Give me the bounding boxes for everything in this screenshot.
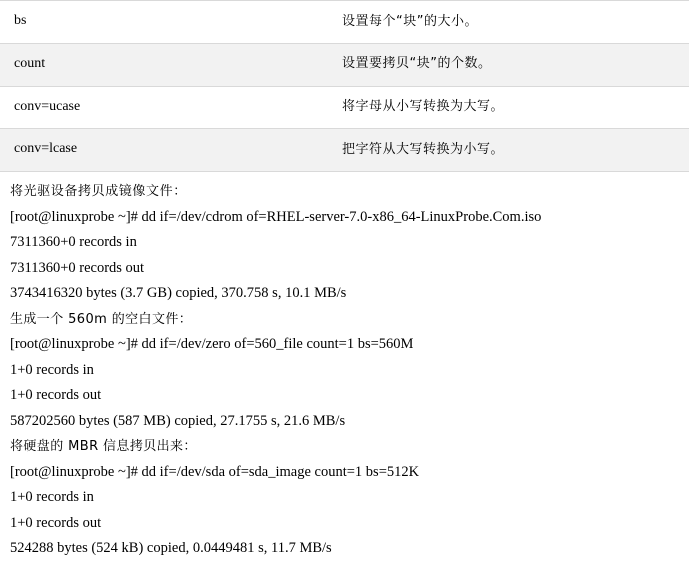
output-line: 1+0 records in [10, 489, 94, 506]
output-line: 7311360+0 records out [10, 259, 145, 276]
param-name-cell: conv=lcase [0, 129, 328, 172]
table-row [0, 1, 689, 44]
table-row [0, 86, 689, 129]
output-line: 3743416320 bytes (3.7 GB) copied, 370.758 s, 10.1 MB/s [10, 285, 347, 302]
output-line: 524288 bytes (524 kB) copied, 0.0449481 s, 11.7 MB/s [10, 540, 332, 557]
command-line: [root@linuxprobe ~]# dd if=/dev/cdrom of=RHEL-server-7.0-x86_64-LinuxProbe.Com.iso [10, 208, 542, 225]
output-line: 7311360+0 records in [10, 234, 137, 251]
param-desc-cell: 设置每个“块”的大小。 [328, 1, 689, 44]
output-line: 1+0 records out [10, 514, 102, 531]
output-line: 1+0 records in [10, 361, 94, 378]
output-line: 1+0 records out [10, 387, 102, 404]
section-heading: 生成一个 560m 的空白文件： [10, 311, 193, 327]
output-line: 587202560 bytes (587 MB) copied, 27.1755 s, 21.6 MB/s [10, 412, 346, 429]
section-heading: 将硬盘的 MBR 信息拷贝出来： [10, 439, 197, 455]
param-desc-cell: 将字母从小写转换为大写。 [328, 86, 689, 129]
command-line: [root@linuxprobe ~]# dd if=/dev/zero of=560_file count=1 bs=560M [10, 336, 414, 353]
param-name-cell: conv=ucase [0, 86, 328, 129]
command-line: [root@linuxprobe ~]# dd if=/dev/sda of=sda_image count=1 bs=512K [10, 463, 420, 480]
console-transcript [0, 172, 689, 562]
dd-parameter-table [0, 0, 689, 172]
param-name-cell: bs [0, 1, 328, 44]
table-row [0, 129, 689, 172]
section-heading: 将光驱设备拷贝成镜像文件： [10, 184, 187, 200]
param-name-cell: count [0, 43, 328, 86]
param-desc-cell: 把字符从大写转换为小写。 [328, 129, 689, 172]
table-row [0, 43, 689, 86]
table-body [0, 1, 689, 172]
param-desc-cell: 设置要拷贝“块”的个数。 [328, 43, 689, 86]
